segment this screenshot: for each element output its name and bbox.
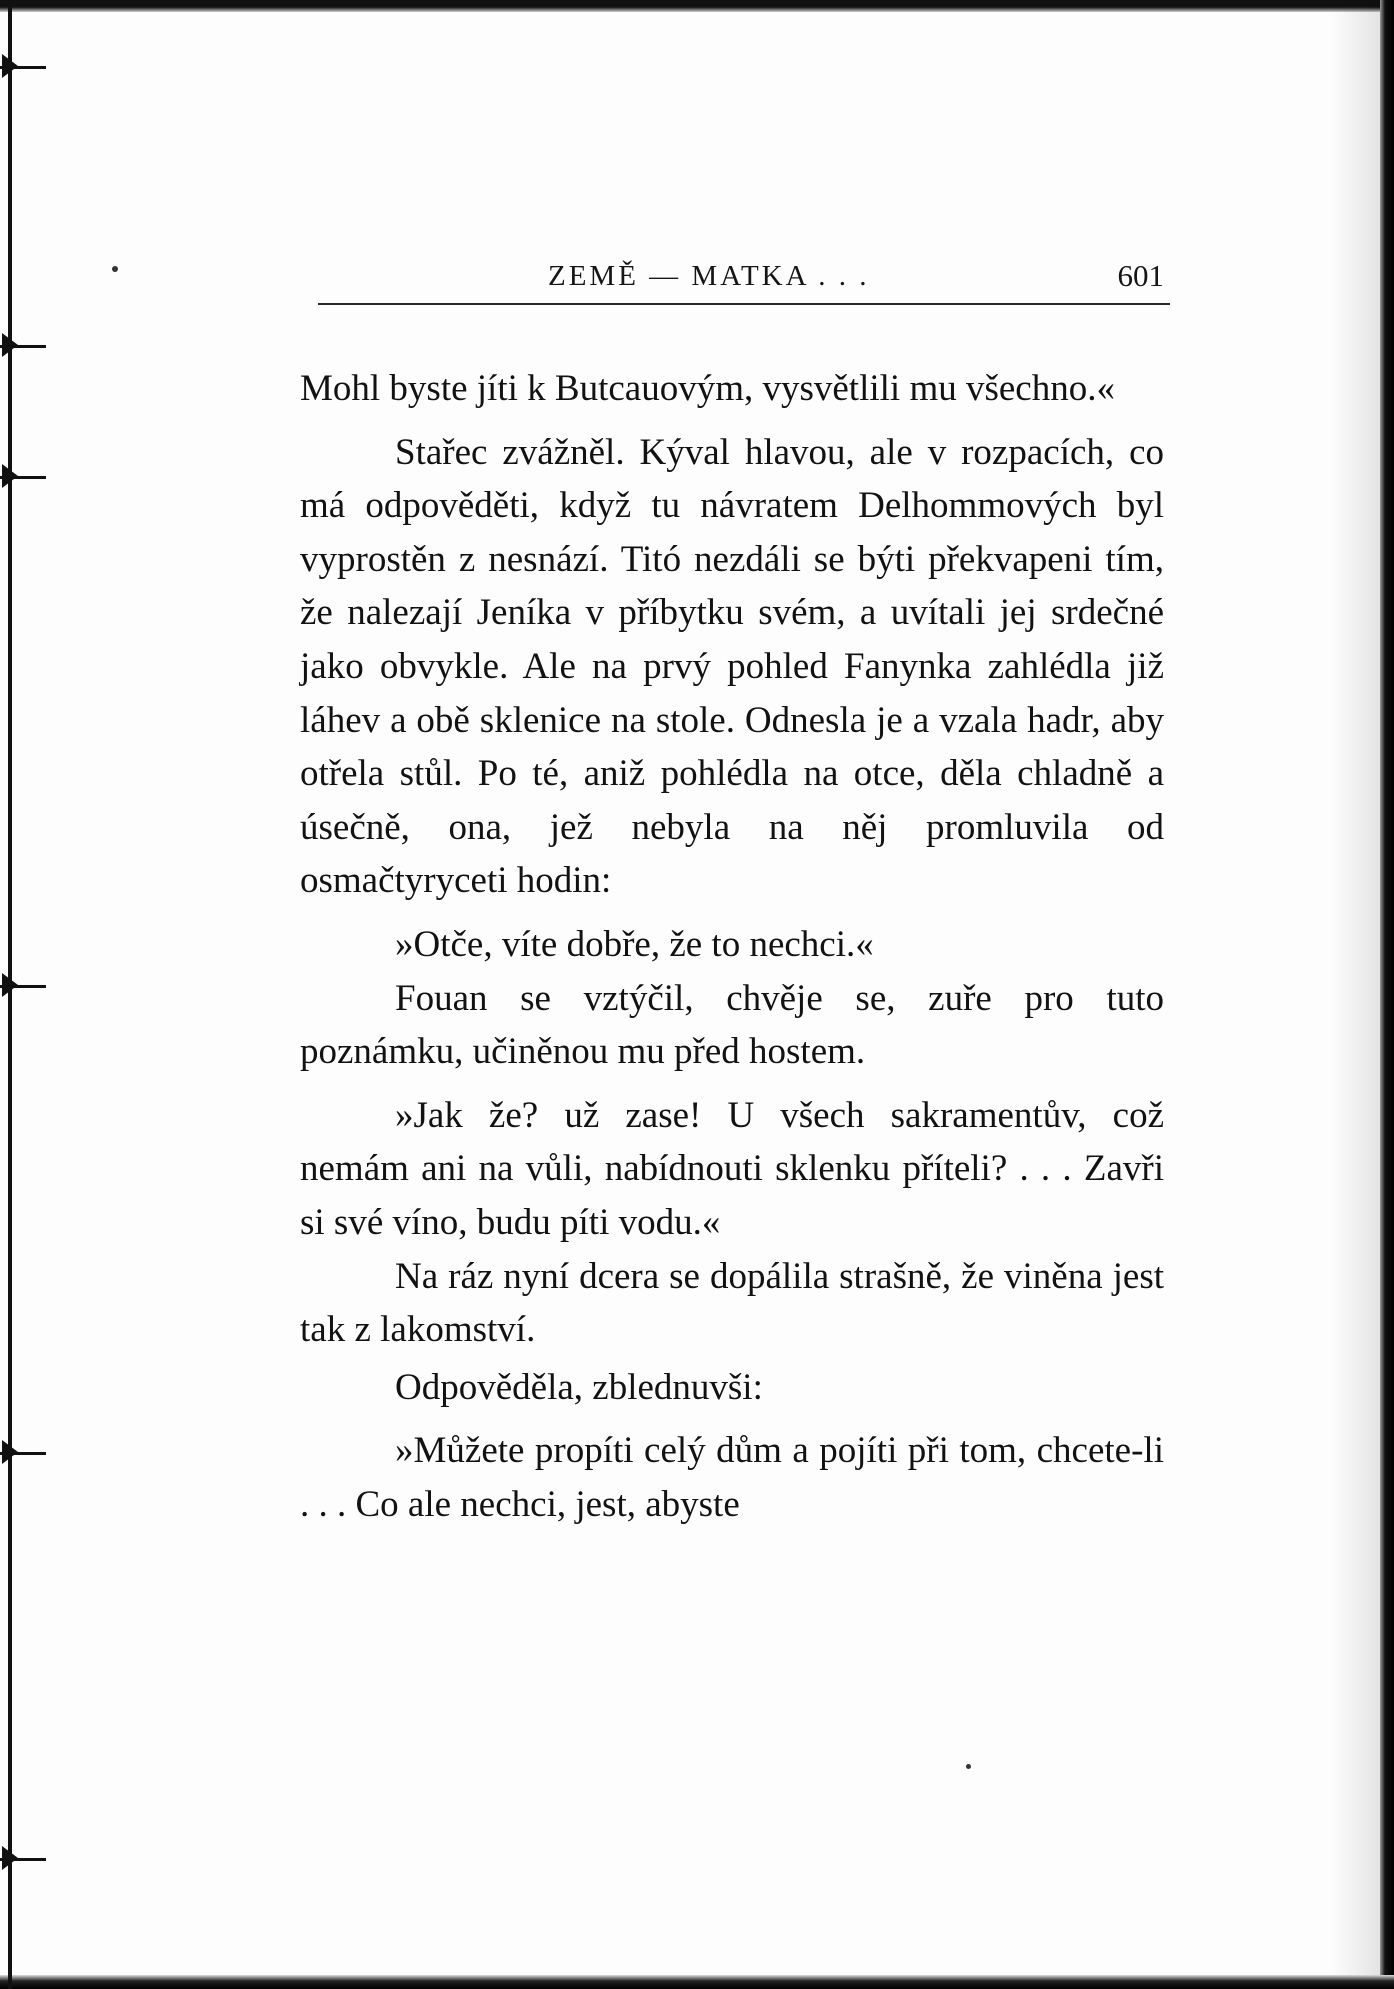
scan-bottom-edge: [0, 1975, 1394, 1989]
scan-right-edge: [1380, 0, 1394, 1989]
running-title: ZEMĚ — MATKA . . .: [548, 260, 870, 292]
binding-mark-icon: [0, 1858, 46, 1861]
paragraph: »Můžete propíti celý dům a pojíti při tom, chcete-li . . . Co ale nechci, jest, abyste: [300, 1430, 1164, 1525]
paragraph: Na ráz nyní dcera se dopálila strašně, že viněna jest tak z lakomství.: [300, 1255, 1164, 1351]
binding-mark-icon: [0, 985, 46, 988]
binding-mark-icon: [0, 476, 46, 479]
paragraph: Fouan se vztýčil, chvěje se, zuře pro tuto poznámku, učiněnou mu před hostem.: [300, 977, 1164, 1073]
stray-mark: [112, 266, 118, 272]
paragraph: Stařec zvážněl. Kýval hlavou, ale v rozpacích, co má odpověděti, když tu návratem Delhommových byl vyprostěn z nesnází. Titó nezdáli se býti překvapeni tím, že nalezají Jeníka v příbytku svém, a uvítali jej srdečné jako obvykle. Ale na prvý pohled Fanynka zahlédla již láhev a obě sklenice na stole. Odnesla je a vzala hadr, aby otřela stůl. Po té, aniž pohlédla na otce, děla chladně a úsečně, ona, jež nebyla na něj promluvila od osmačtyryceti hodin:: [300, 431, 1164, 902]
scan-top-edge: [0, 0, 1394, 12]
paragraph: »Otče, víte dobře, že to nechci.«: [395, 923, 874, 965]
page-number: 601: [1117, 258, 1164, 293]
paragraph: »Jak že? už zase! U všech sakramentův, což nemám ani na vůli, nabídnouti sklenku příteli? . . . Zavři si své víno, budu píti vodu.«: [300, 1094, 1164, 1243]
binding-mark-icon: [0, 1452, 46, 1455]
header-rule: [318, 303, 1170, 305]
paragraph: Mohl byste jíti k Butcauovým, vysvětlili mu všechno.«: [300, 368, 1115, 409]
binding-mark-icon: [0, 66, 46, 69]
binding-mark-icon: [0, 345, 46, 348]
stray-mark: [966, 1764, 971, 1769]
running-head: [318, 255, 1170, 303]
scan-gutter-shadow: [1330, 0, 1380, 1989]
body-text: [300, 362, 1164, 1531]
paragraph: Odpověděla, zblednuvši:: [395, 1366, 763, 1408]
